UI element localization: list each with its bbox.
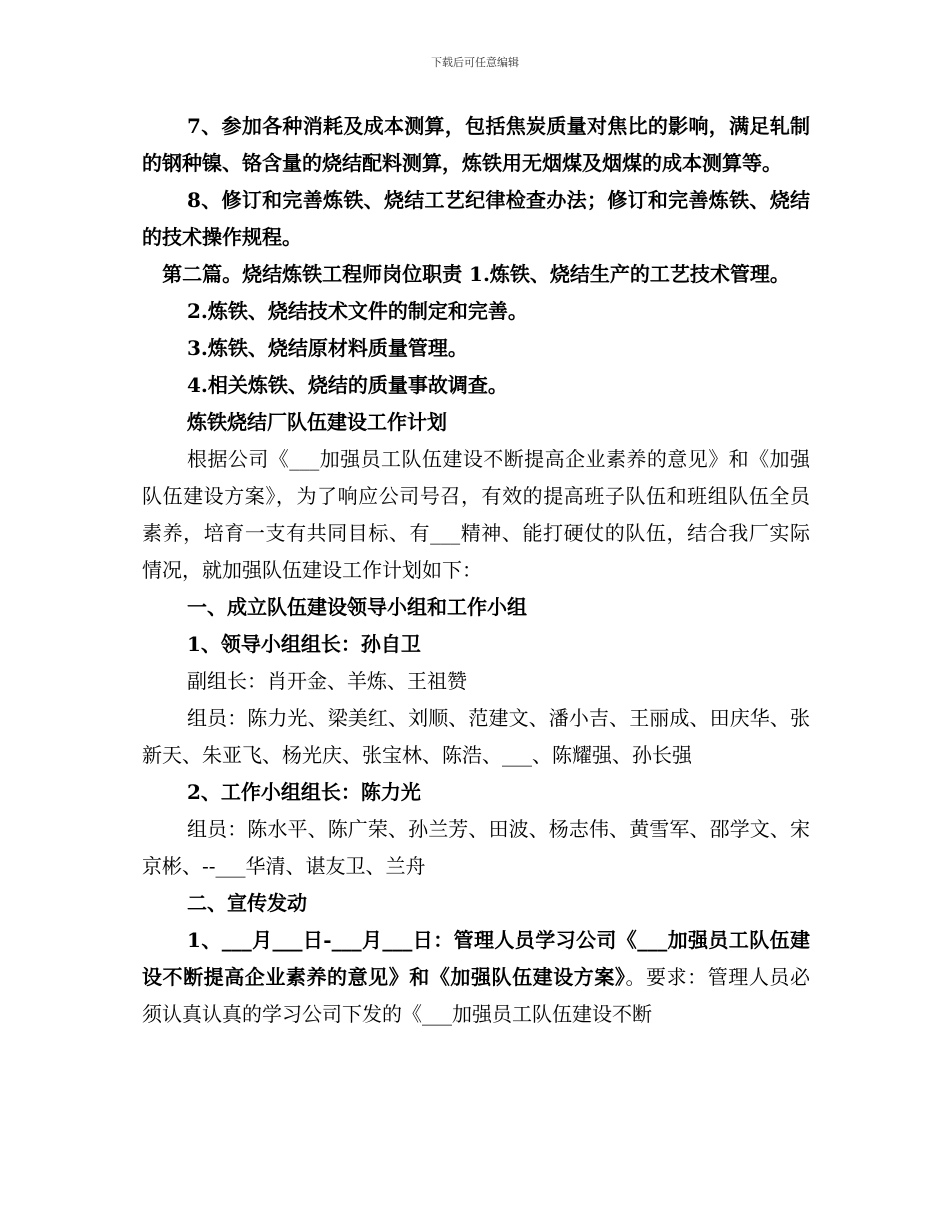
duty-item-3: 3.炼铁、烧结原材料质量管理。	[187, 336, 468, 360]
work-group-leader: 2、工作小组组长：陈力光	[187, 780, 421, 804]
duty-item-2: 2.炼铁、烧结技术文件的制定和完善。	[187, 299, 528, 323]
chapter-heading: 第二篇。烧结炼铁工程师岗位职责 1.炼铁、烧结生产的工艺技术管理。	[162, 262, 790, 286]
study-schedule-requirement: 。要求：管理人员必须认真认真的学习公司下发的《___加强员工队伍建设不断	[142, 965, 810, 1026]
leader-group-leader: 1、领导小组组长：孙自卫	[187, 632, 421, 656]
paragraph-item-7: 7、参加各种消耗及成本测算，包括焦炭质量对焦比的影响，满足轧制的钢种镍、铬含量的烧结配料测算，炼铁用无烟煤及烟煤的成本测算等。	[142, 114, 810, 175]
leader-group-members: 组员：陈力光、梁美红、刘顺、范建文、潘小吉、王丽成、田庆华、张新天、朱亚飞、杨光庆、张宝林、陈浩、___、陈耀强、孙长强	[142, 706, 810, 767]
page-header: 下载后可任意编辑	[431, 56, 519, 69]
duty-item-4: 4.相关炼铁、烧结的质量事故调查。	[187, 373, 508, 397]
section-heading-1: 一、成立队伍建设领导小组和工作小组	[187, 595, 527, 619]
plan-title: 炼铁烧结厂队伍建设工作计划	[187, 410, 447, 434]
work-group-members: 组员：陈水平、陈广荣、孙兰芳、田波、杨志伟、黄雪军、邵学文、宋京彬、--___华清、谌友卫、兰舟	[142, 817, 810, 878]
deputy-leaders: 副组长：肖开金、羊炼、王祖赞	[187, 669, 467, 693]
paragraph-item-8: 8、修订和完善炼铁、烧结工艺纪律检查办法；修订和完善炼铁、烧结的技术操作规程。	[142, 188, 810, 249]
document-body	[142, 108, 810, 1033]
section-heading-2: 二、宣传发动	[187, 891, 307, 915]
study-schedule-paragraph	[142, 922, 810, 1033]
intro-paragraph: 根据公司《___加强员工队伍建设不断提高企业素养的意见》和《加强队伍建设方案》，为了响应公司号召，有效的提高班子队伍和班组队伍全员素养，培育一支有共同目标、有___精神、能打硬仗的队伍，结合我厂实际情况，就加强队伍建设工作计划如下：	[142, 447, 810, 582]
study-schedule-bold: 1、___月___日-___月___日：管理人员学习公司《___加强员工队伍建设不断提高企业素养的意见》和《加强队伍建设方案》	[142, 928, 810, 989]
